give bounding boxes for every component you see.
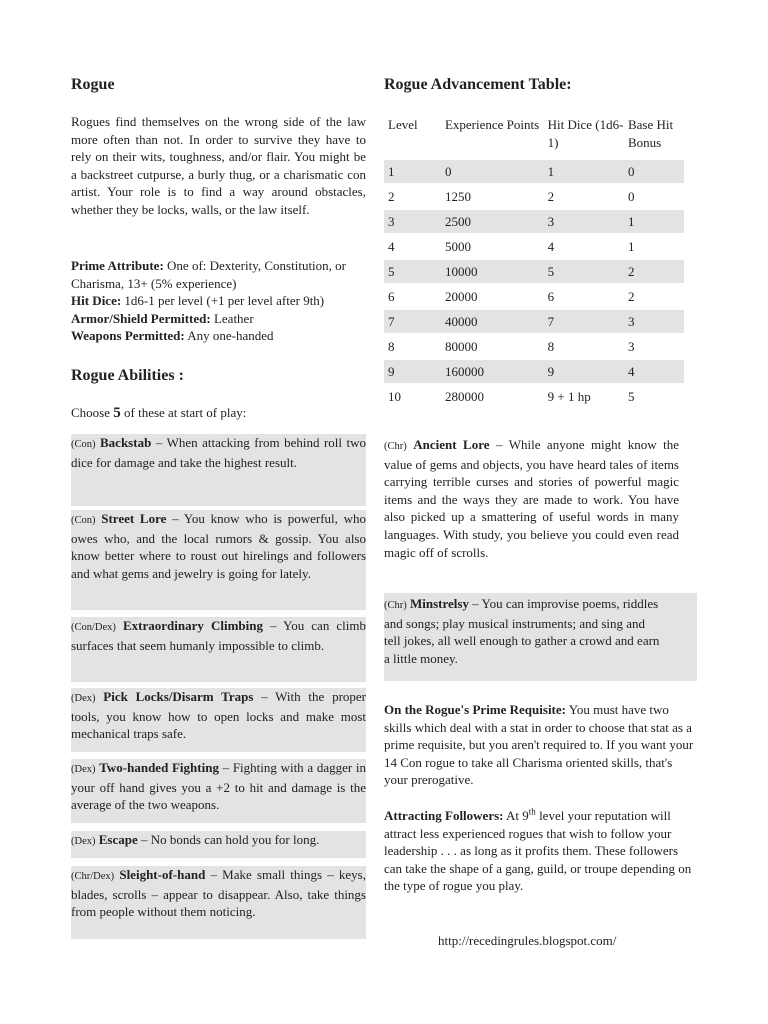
table-row: 5 10000 5 2 (384, 259, 684, 284)
advancement-table (384, 116, 684, 410)
ability-street-lore: (Con) Street Lore – You know who is powerful, who owes who, and the local rumors & gossip. You also know better where to roust out hirelings and followers and what gems and jewelry is going for lately. (71, 510, 366, 610)
ability-ancient-lore: (Chr) Ancient Lore – While anyone might know the value of gems and objects, you have heard tales of items carrying terrible curses and stories of powerful magic items and the ways they are made to work. You have also picked up a smattering of useful words in many languages. With study, you believe you could even read magic off of scrolls. (384, 437, 679, 560)
attracting-followers-note: Attracting Followers: At 9th level your reputation will attract less experienced rogues that wish to follow your leadership . . . as long as it profits them. These followers can take the shape of a gang, guild, or troupe depending on the type of rogue you play. (384, 806, 692, 894)
header-level: Level (384, 116, 441, 159)
table-row: 8 80000 8 3 (384, 334, 684, 359)
weapons-permitted: Weapons Permitted: Any one-handed (71, 328, 274, 344)
choose-instruction: Choose 5 of these at start of play: (71, 405, 247, 421)
attributes-block (71, 257, 366, 345)
ability-two-handed-fighting: (Dex) Two-handed Fighting – Fighting with a dagger in your off hand gives you a +2 to hit and damage is the average of the two weapons. (71, 759, 366, 823)
header-base-hit: Base Hit Bonus (624, 116, 684, 159)
prime-attribute: Prime Attribute: One of: Dexterity, Constitution, or Charisma, 13+ (5% experience) (71, 258, 346, 291)
table-header-row (384, 116, 684, 159)
table-row: 1 0 1 0 (384, 159, 684, 184)
intro-paragraph: Rogues find themselves on the wrong side of the law more often than not. In order to survive they have to rely on their wits, toughness, and/or flair. You might be a backstreet cutpurse, a burly thug, or a charismatic con artist. Your role is to find a way around obstacles, whether they be locks, walls, or the law itself. (71, 114, 366, 217)
table-title: Rogue Advancement Table: (384, 76, 572, 93)
blog-url: http://recedingrules.blogspot.com/ (438, 933, 617, 948)
hit-dice: Hit Dice: 1d6-1 per level (+1 per level after 9th) (71, 293, 325, 309)
table-row: 3 2500 3 1 (384, 209, 684, 234)
ability-backstab: (Con) Backstab – When attacking from behind roll two dice for damage and take the highest result. (71, 434, 366, 506)
table-row: 9 160000 9 4 (384, 359, 684, 384)
abilities-heading: Rogue Abilities : (71, 367, 184, 384)
ability-escape: (Dex) Escape – No bonds can hold you for long. (71, 831, 366, 858)
header-experience: Experience Points (441, 116, 544, 159)
ability-pick-locks: (Dex) Pick Locks/Disarm Traps – With the proper tools, you know how to open locks and make most mechanical traps safe. (71, 688, 366, 752)
ability-sleight-of-hand: (Chr/Dex) Sleight-of-hand – Make small things – keys, blades, scrolls – appear to disappear. Also, take things from people without them noticing. (71, 866, 366, 939)
header-hit-dice: Hit Dice (1d6-1) (544, 116, 624, 159)
table-row: 4 5000 4 1 (384, 234, 684, 259)
table-row: 6 20000 6 2 (384, 284, 684, 309)
page-title: Rogue (71, 76, 115, 93)
ability-extraordinary-climbing: (Con/Dex) Extraordinary Climbing – You can climb surfaces that seem humanly impossible to climb. (71, 617, 366, 682)
table-row: 7 40000 7 3 (384, 309, 684, 334)
table-row: 2 1250 2 0 (384, 184, 684, 209)
ability-minstrelsy: (Chr) Minstrelsy – You can improvise poems, riddles and songs; play musical instruments; and sing and tell jokes, all well enough to gather a crowd and earn a little money. (384, 593, 697, 681)
prime-requisite-note: On the Rogue's Prime Requisite: You must have two skills which deal with a stat in order to choose that stat as a prime requisite, but you aren't required to. If you want your 14 Con rogue to take all Charisma oriented skills, that's your prerogative. (384, 702, 694, 788)
armor-permitted: Armor/Shield Permitted: Leather (71, 310, 254, 326)
table-row: 10 280000 9 + 1 hp 5 (384, 384, 684, 409)
